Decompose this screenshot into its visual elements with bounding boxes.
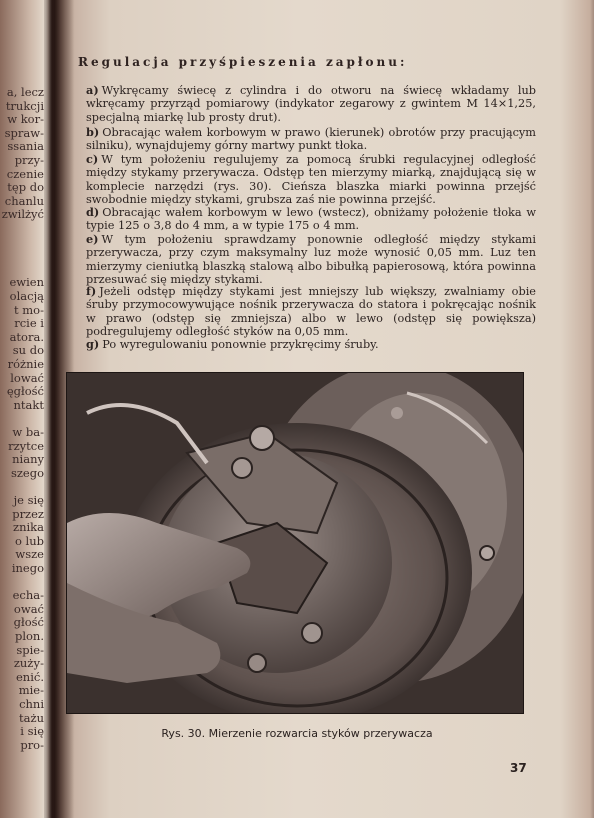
left-page-line: je się xyxy=(13,493,44,507)
left-page-line: spie- xyxy=(16,642,44,657)
left-page-line: szego xyxy=(10,465,44,480)
paragraph-d: d) Obracając wałem korbowym w lewo (wstecz), obniżamy położenie tłoka w typie 125 o 3,8 do 4 mm, a w typie 175 o 4 mm. xyxy=(86,205,536,233)
paragraph-b: b) Obracając wałem korbowym w prawo (kierunek) obrotów przy pracującym silniku), wynajdujemy górny martwy punkt tłoka. xyxy=(86,125,536,153)
left-page-line: przy- xyxy=(14,153,44,167)
figure-caption: Rys. 30. Mierzenie rozwarcia styków przerywacza xyxy=(161,727,433,740)
left-page-line: enić. xyxy=(16,669,44,684)
left-page-line: lować xyxy=(10,370,44,385)
left-page-line: pro- xyxy=(20,737,44,752)
left-page-line: o lub xyxy=(14,533,44,548)
left-page-line: ować xyxy=(13,601,44,616)
left-page-line: chanlu xyxy=(4,193,44,208)
left-page-line: niany xyxy=(12,452,44,467)
left-page-line: ssania xyxy=(7,139,44,154)
left-page-line: w ba- xyxy=(12,425,44,439)
left-page-line: czenie xyxy=(6,166,44,181)
left-page-line: echa- xyxy=(12,588,44,603)
left-page-line: t mo- xyxy=(14,302,44,317)
left-page-line: ntakt xyxy=(13,397,44,412)
left-page-line: olacją xyxy=(9,289,44,303)
left-page-line: inego xyxy=(11,561,44,575)
paragraph-c: c) W tym położeniu regulujemy za pomocą śrubki regulacyjnej odległość między stykamy przerywacza. Odstęp ten mierzymy miarką, znajdującą się w komplecie narzędzi (rys. 30). Cieńsza blaszka miarki powinna przejść swobodnie między stykami, grubsza zaś nie powinna przejść. xyxy=(86,152,536,207)
paragraph-e: e) W tym położeniu sprawdzamy ponownie odległość między stykami przerywacza, przy czym maksymalny luz może wynosić 0,05 mm. Luz ten mierzymy cieniutką blaszką stalową albo bibułką papierosową, która powinna przesuwać się między stykami. xyxy=(86,232,536,287)
paragraph-g: g) Po wyregulowaniu ponownie przykręcimy śruby. xyxy=(86,337,379,351)
left-page-line: plon. xyxy=(14,629,44,643)
figure-photo xyxy=(66,372,524,714)
left-page-line: mie- xyxy=(18,683,44,698)
left-page-line: rzytce xyxy=(8,438,44,453)
left-page-line: znika xyxy=(13,520,44,535)
left-page-line: chni xyxy=(19,697,44,711)
left-page-line: rcie i xyxy=(14,316,44,331)
page-number: 37 xyxy=(510,761,527,775)
left-page-line: wsze xyxy=(15,547,44,562)
left-page-line: przez xyxy=(12,506,44,521)
left-page-line: trukcji xyxy=(5,98,44,113)
left-page-line: ewien xyxy=(9,275,44,290)
left-page-line: zużу- xyxy=(13,656,44,671)
left-page-line: różnie xyxy=(7,357,44,371)
left-page-line: tażu xyxy=(19,710,44,725)
left-page-line: ęgłość xyxy=(6,384,44,399)
left-page-line: a, lecz xyxy=(6,85,44,99)
left-page-line: i się xyxy=(20,724,44,739)
paragraph-f: f) Jeżeli odstęp między stykami jest mniejszy lub większy, zwalniamy obie śruby przymocowywujące nośnik przerywacza do statora i pokręcając nośnik w prawo (odstęp się zmniejsza) albo w lewo (odstęp się powiększa) podregulujemy odległość styków na 0,05 mm. xyxy=(86,284,536,339)
paragraph-a: a) Wykręcamy świecę z cylindra i do otworu na świecę wkładamy lub wkręcamy przyrząd pomiarowy (indykator zegarowy z gwintem M 14×1,25, specjalną miarkę lub prosty drut). xyxy=(86,83,536,124)
left-page-line: głość xyxy=(13,615,44,630)
left-page-line: zwilżyć xyxy=(1,207,44,222)
left-page-line: su do xyxy=(12,343,44,358)
section-heading: Regulacja przyśpieszenia zapłonu: xyxy=(78,55,408,69)
breaker-points-photo xyxy=(67,373,523,713)
left-page-line: spraw- xyxy=(4,125,44,140)
left-page-line: atora. xyxy=(9,329,44,344)
left-page-line: w kor- xyxy=(7,112,44,127)
left-page-fragment xyxy=(0,0,46,818)
left-page-line: tęp do xyxy=(7,180,44,195)
